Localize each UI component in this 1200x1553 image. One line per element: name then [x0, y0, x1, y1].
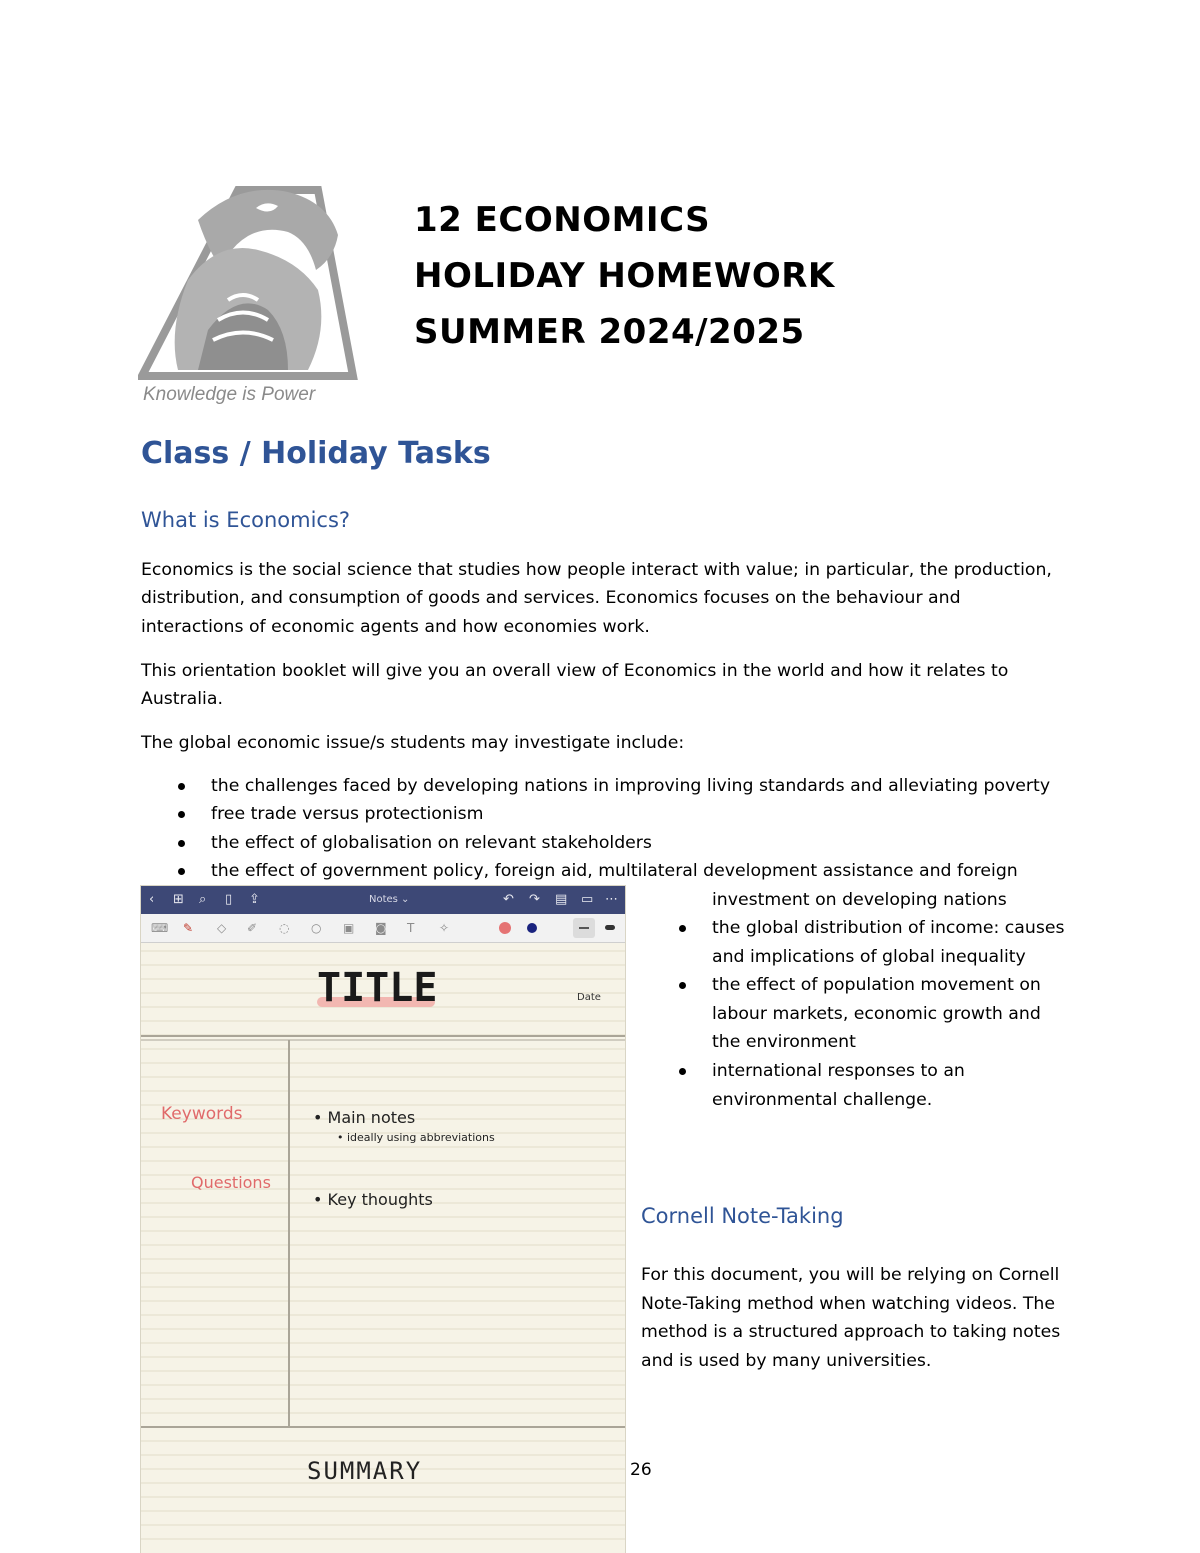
text-icon: T [407, 921, 415, 935]
notes-app-toolbar [141, 886, 625, 914]
paragraph-orientation: This orientation booklet will give you an overall view of Economics in the world and how it relates to Australia. [141, 661, 1009, 710]
redo-icon: ↷ [529, 892, 540, 907]
list-item: the effect of globalisation on relevant stakeholders [141, 829, 1061, 857]
title-line-3: SUMMER 2024/2025 [414, 312, 805, 352]
list-item: international responses to an environmental challenge. [641, 1057, 1071, 1114]
page-icon: ▤ [555, 892, 568, 907]
pointer-icon: ✧ [439, 921, 450, 935]
undo-icon: ↶ [503, 892, 514, 907]
issues-list [141, 772, 1061, 885]
paragraph-definition: Economics is the social science that studies how people interact with value; in particular, the production, distribution, and consumption of goods and services. Economics focuses on the behaviour and interactions of economic agents and how economies work. [141, 560, 1052, 637]
subheading-cornell: Cornell Note-Taking [641, 1204, 844, 1228]
shapes-icon: ◌ [279, 921, 290, 935]
handwritten-sub-note: • ideally using abbreviations [337, 1131, 495, 1144]
handwritten-title: TITLE [317, 965, 438, 1011]
handwritten-questions: Questions [191, 1173, 271, 1192]
handwritten-main-notes: • Main notes [313, 1108, 416, 1127]
issues-list-continued [641, 914, 1071, 1114]
handwritten-summary: SUMMARY [307, 1457, 423, 1485]
red-color-swatch [499, 922, 511, 934]
list-item: the challenges faced by developing nations in improving living standards and alleviating poverty [141, 772, 1061, 800]
bookmark-outline-icon: ▭ [581, 892, 594, 907]
highlighter-icon: ✐ [247, 921, 258, 935]
back-icon: ‹ [149, 892, 155, 907]
image-icon: ▣ [343, 921, 355, 935]
section-heading: Class / Holiday Tasks [141, 436, 491, 471]
share-icon: ⇪ [249, 892, 260, 907]
camera-icon: ◙ [375, 921, 387, 935]
handwritten-date: Date [577, 992, 601, 1003]
paragraph-cornell: For this document, you will be relying on Cornell Note-Taking method when watching videos. The method is a structured approach to taking notes and is used by many universities. [641, 1265, 1061, 1371]
logo-caption: Knowledge is Power [143, 384, 316, 405]
list-item: the global distribution of income: causes and implications of global inequality [641, 914, 1071, 971]
stroke-thin-icon [579, 927, 589, 929]
more-icon: ⋯ [605, 892, 618, 907]
search-icon: ⌕ [199, 892, 207, 907]
school-logo-eagle-icon [138, 180, 360, 410]
title-line-2: HOLIDAY HOMEWORK [414, 256, 835, 296]
list-item: the effect of government policy, foreign aid, multilateral development assistance and foreign [141, 857, 1061, 885]
title-line-1: 12 ECONOMICS [414, 200, 711, 240]
cornell-notes-example-image [141, 886, 625, 1553]
list-item: the effect of population movement on labour markets, economic growth and the environment [641, 971, 1071, 1057]
keyboard-icon: ⌨ [151, 921, 169, 935]
navy-color-swatch [527, 923, 537, 933]
cornell-paper [141, 943, 625, 1553]
lasso-icon: ○ [311, 921, 322, 935]
eraser-icon: ◇ [217, 921, 227, 935]
handwritten-keywords: Keywords [161, 1104, 243, 1124]
paragraph-issues-intro: The global economic issue/s students may investigate include: [141, 733, 685, 753]
subheading-what-is-economics: What is Economics? [141, 508, 351, 532]
notes-app-title: Notes ⌄ [369, 894, 410, 905]
page-number: 26 [630, 1460, 652, 1480]
handwritten-key-thoughts: • Key thoughts [313, 1190, 433, 1209]
document-title [414, 192, 835, 360]
pen-icon: ✎ [183, 921, 194, 935]
notes-tool-bar [141, 914, 625, 943]
bookmark-icon: ▯ [225, 892, 233, 907]
stroke-thick-icon [605, 925, 615, 930]
list-item-continued: investment on developing nations [712, 890, 1007, 910]
grid-icon: ⊞ [173, 892, 184, 907]
list-item: free trade versus protectionism [141, 800, 1061, 828]
